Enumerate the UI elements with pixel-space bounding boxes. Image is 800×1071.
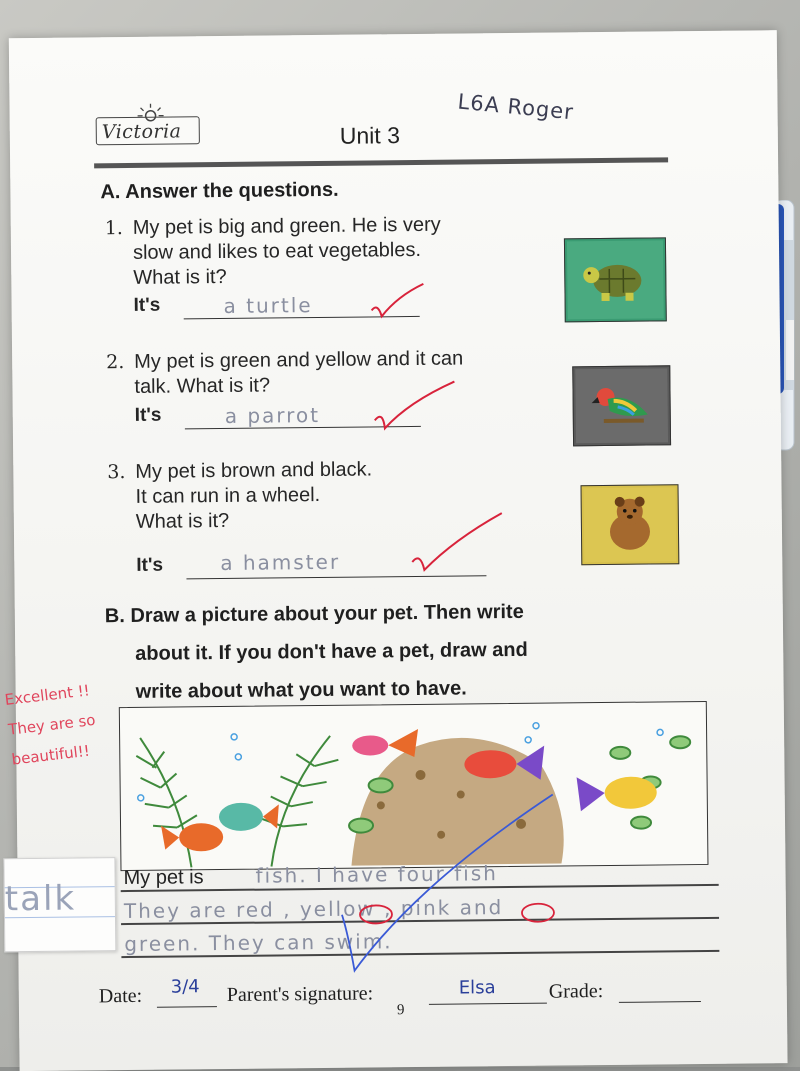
handwritten-answer: a hamster	[220, 550, 340, 575]
question-number: 1.	[105, 217, 123, 239]
teacher-comment-line: They are so	[7, 705, 97, 745]
handwritten-sentence: fish. I have four fish	[255, 861, 498, 888]
logo-text: Victoria	[102, 120, 182, 143]
grade-label: Grade:	[549, 980, 604, 1004]
turtle-picture	[564, 237, 667, 322]
question-line: My pet is brown and black.	[135, 457, 372, 484]
handwritten-answer: a parrot	[225, 403, 321, 428]
teacher-comment	[3, 675, 100, 774]
question-line: My pet is green and yellow and it can	[134, 346, 463, 374]
question-line: What is it?	[136, 507, 373, 534]
turtle-drawing-icon	[565, 238, 666, 321]
handwritten-sentence: green. They can swim.	[124, 929, 393, 956]
handwritten-sentence: They are red , yellow , pink and	[124, 895, 504, 923]
answer-prompt: It's	[136, 555, 163, 577]
section-b-heading-line: B. Draw a picture about your pet. Then write	[105, 593, 528, 635]
question-line: What is it?	[133, 263, 441, 291]
question-line: My pet is big and green. He is very	[133, 213, 441, 241]
check-mark-icon	[406, 511, 507, 576]
question-text	[133, 213, 442, 291]
teacher-comment-line: Excellent !!	[3, 675, 93, 715]
page-number: 9	[397, 1002, 405, 1019]
grade-blank[interactable]	[619, 979, 701, 1003]
parent-signature: Elsa	[459, 977, 496, 998]
hamster-picture	[580, 484, 679, 565]
date-label: Date:	[99, 985, 143, 1008]
check-mark-icon	[368, 380, 459, 435]
hamster-drawing-icon	[582, 485, 679, 564]
date-value: 3/4	[171, 976, 200, 997]
writing-prompt: My pet is	[123, 866, 203, 890]
question-line: It can run in a wheel.	[135, 482, 372, 509]
question-number: 2.	[106, 351, 124, 373]
section-b-heading	[105, 593, 529, 711]
parent-signature-label: Parent's signature:	[227, 982, 374, 1007]
question-line: slow and likes to eat vegetables.	[133, 238, 441, 266]
handwritten-answer: a turtle	[223, 293, 312, 318]
question-line: talk. What is it?	[134, 371, 463, 399]
victoria-logo	[95, 102, 206, 153]
unit-title: Unit 3	[340, 122, 400, 150]
header-rule	[94, 157, 668, 168]
answer-prompt: It's	[135, 405, 162, 427]
section-b-heading-line: about it. If you don't have a pet, draw and	[105, 631, 528, 673]
check-mark-icon	[367, 282, 427, 327]
blue-check-mark-icon	[337, 793, 559, 975]
sticky-note-tab[interactable]	[3, 857, 116, 952]
section-a-heading: A. Answer the questions.	[100, 179, 338, 204]
parrot-drawing-icon	[573, 366, 670, 445]
student-name: L6A Roger	[457, 89, 575, 124]
section-b-heading-line: write about what you want to have.	[105, 669, 528, 711]
teacher-comment-line: beautiful!!	[10, 735, 100, 775]
sticky-note-text: talk	[5, 879, 77, 920]
question-text	[135, 457, 373, 534]
question-number: 3.	[107, 461, 125, 483]
answer-prompt: It's	[133, 295, 160, 317]
parrot-picture	[572, 365, 671, 446]
worksheet-page	[9, 30, 788, 1071]
